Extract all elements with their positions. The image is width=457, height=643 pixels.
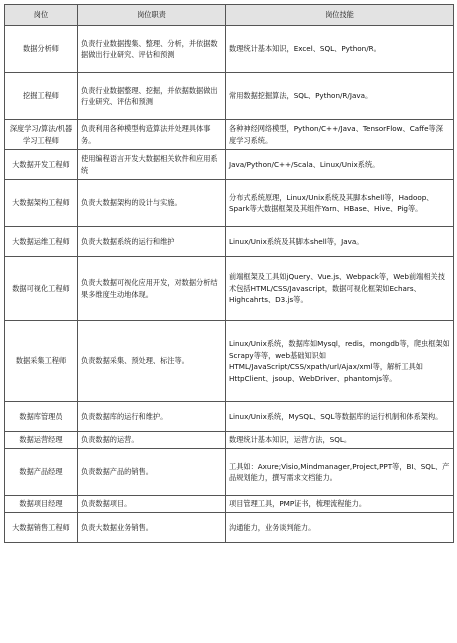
- job-table: [4, 4, 454, 543]
- table-row: [5, 432, 454, 449]
- header-role: 岗位: [5, 5, 78, 26]
- duty-cell: 负责大数据系统的运行和维护: [78, 227, 226, 257]
- skill-cell: Linux/Unix系统，MySQL、SQL等数据库的运行机制和体系架构。: [226, 402, 454, 432]
- skill-cell: 工具如：Axure;Visio,Mindmanager,Project,PPT等，BI、SQL、产品规划能力，撰写需求文档能力。: [226, 449, 454, 496]
- table-row: [5, 26, 454, 73]
- role-cell: 数据可视化工程师: [5, 257, 78, 321]
- duty-cell: 负责数据的运营。: [78, 432, 226, 449]
- skill-cell: Linux/Unix系统及其脚本shell等，Java。: [226, 227, 454, 257]
- role-cell: 数据运营经理: [5, 432, 78, 449]
- role-cell: 挖掘工程师: [5, 73, 78, 120]
- role-cell: 大数据开发工程师: [5, 150, 78, 180]
- duty-cell: 负责大数据可视化应用开发，对数据分析结果多维度生动地体现。: [78, 257, 226, 321]
- header-duty: 岗位职责: [78, 5, 226, 26]
- skill-cell: Java/Python/C++/Scala、Linux/Unix系统。: [226, 150, 454, 180]
- skill-cell: 前端框架及工具如jQuery、Vue.js、Webpack等，Web前端相关技术包括HTML/CSS/Javascript，数据可视化框架如Echars、Highcahrts、D3.js等。: [226, 257, 454, 321]
- duty-cell: 负责大数据业务销售。: [78, 513, 226, 543]
- skill-cell: 项目管理工具，PMP证书，梳理流程能力。: [226, 496, 454, 513]
- skill-cell: 常用数据挖掘算法，SQL、Python/R/Java。: [226, 73, 454, 120]
- duty-cell: 使用编程语言开发大数据相关软件和应用系统: [78, 150, 226, 180]
- role-cell: 数据项目经理: [5, 496, 78, 513]
- header-skill: 岗位技能: [226, 5, 454, 26]
- duty-cell: 负责大数据架构的设计与实施。: [78, 180, 226, 227]
- role-cell: 大数据运维工程师: [5, 227, 78, 257]
- table-row: [5, 120, 454, 150]
- role-cell: 数据库管理员: [5, 402, 78, 432]
- role-cell: 深度学习/算法/机器学习工程师: [5, 120, 78, 150]
- skill-cell: Linux/Unix系统，数据库如Mysql，redis，mongdb等，爬虫框架如Scrapy等等，web基础知识如HTML/JavaScript/CSS/xpath/url/Ajax/xml等，解析工具如HttpClient、jsoup、WebDriver、phantomjs等。: [226, 321, 454, 402]
- table-row: [5, 513, 454, 543]
- role-cell: 大数据销售工程师: [5, 513, 78, 543]
- table-row: [5, 257, 454, 321]
- header-row: [5, 5, 454, 26]
- skill-cell: 各种神经网络模型，Python/C++/Java、TensorFlow、Caffe等深度学习系统。: [226, 120, 454, 150]
- duty-cell: 负责数据项目。: [78, 496, 226, 513]
- role-cell: 数据分析师: [5, 26, 78, 73]
- table-row: [5, 227, 454, 257]
- table-row: [5, 402, 454, 432]
- skill-cell: 沟通能力，业务谈判能力。: [226, 513, 454, 543]
- skill-cell: 分布式系统原理，Linux/Unix系统及其脚本shell等，Hadoop、Spark等大数据框架及其组件Yarn、HBase、Hive、Pig等。: [226, 180, 454, 227]
- table-row: [5, 150, 454, 180]
- table-body: [5, 26, 454, 543]
- table-row: [5, 321, 454, 402]
- table-row: [5, 180, 454, 227]
- skill-cell: 数理统计基本知识，运营方法，SQL。: [226, 432, 454, 449]
- role-cell: 数据采集工程师: [5, 321, 78, 402]
- duty-cell: 负责数据库的运行和维护。: [78, 402, 226, 432]
- table-row: [5, 496, 454, 513]
- duty-cell: 负责数据采集、预处理、标注等。: [78, 321, 226, 402]
- role-cell: 大数据架构工程师: [5, 180, 78, 227]
- duty-cell: 负责利用各种模型构造算法并处理具体事务。: [78, 120, 226, 150]
- table-row: [5, 449, 454, 496]
- duty-cell: 负责行业数据搜集、整理、分析，并依据数据做出行业研究、评估和预测: [78, 26, 226, 73]
- duty-cell: 负责数据产品的销售。: [78, 449, 226, 496]
- role-cell: 数据产品经理: [5, 449, 78, 496]
- skill-cell: 数理统计基本知识，Excel、SQL、Python/R。: [226, 26, 454, 73]
- table-row: [5, 73, 454, 120]
- duty-cell: 负责行业数据整理、挖掘，并依据数据做出行业研究、评估和预测: [78, 73, 226, 120]
